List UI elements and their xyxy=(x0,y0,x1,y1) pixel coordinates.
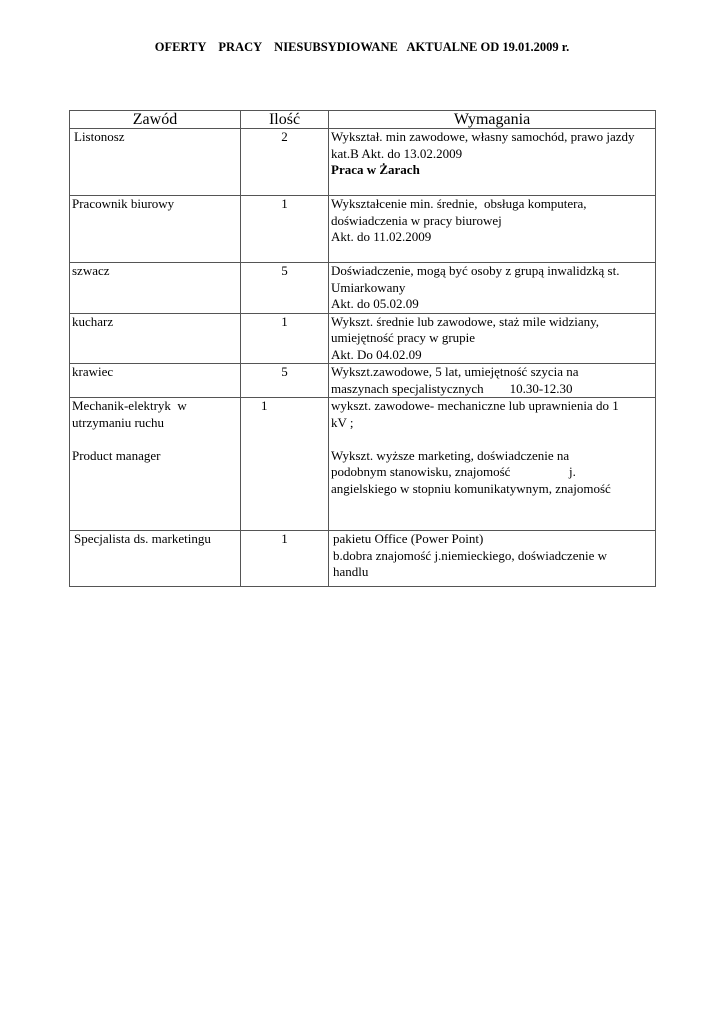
cell-wymagania: Wykszt.zawodowe, 5 lat, umiejętność szycia na maszynach specjalistycznych 10.30-12.30 xyxy=(329,364,656,398)
cell-zawod: kucharz xyxy=(70,313,241,364)
table-header-row xyxy=(70,111,656,129)
cell-zawod: Mechanik-elektryk w utrzymaniu ruchu Product manager xyxy=(70,398,241,531)
cell-ilosc: 2 xyxy=(241,129,329,196)
work-location: Praca w Żarach xyxy=(331,162,420,177)
table-row xyxy=(70,313,656,364)
cell-wymagania: Wykszt. średnie lub zawodowe, staż mile widziany, umiejętność pracy w grupie Akt. Do 04.02.09 xyxy=(329,313,656,364)
cell-zawod: Pracownik biurowy xyxy=(70,196,241,263)
cell-zawod: szwacz xyxy=(70,263,241,314)
cell-wymagania: Doświadczenie, mogą być osoby z grupą inwalidzką st. Umiarkowany Akt. do 05.02.09 xyxy=(329,263,656,314)
table-row xyxy=(70,531,656,587)
table-row xyxy=(70,196,656,263)
table-row xyxy=(70,129,656,196)
job-offers-table xyxy=(69,110,656,587)
cell-ilosc: 1 xyxy=(241,531,329,587)
cell-zawod: krawiec xyxy=(70,364,241,398)
cell-ilosc: 1 xyxy=(241,313,329,364)
cell-wymagania xyxy=(329,129,656,196)
table-row xyxy=(70,364,656,398)
cell-ilosc: 5 xyxy=(241,364,329,398)
table-row xyxy=(70,263,656,314)
cell-wymagania: Wykształcenie min. średnie, obsługa komputera, doświadczenia w pracy biurowej Akt. do 11.02.2009 xyxy=(329,196,656,263)
cell-ilosc: 1 xyxy=(241,398,329,531)
cell-wymagania: pakietu Office (Power Point) b.dobra znajomość j.niemieckiego, doświadczenie w handlu xyxy=(329,531,656,587)
cell-wymagania: wykszt. zawodowe- mechaniczne lub uprawnienia do 1 kV ; Wykszt. wyższe marketing, doświadczenie na podobnym stanowisku, znajomość j. angielskiego w stopniu komunikatywnym, znajomość xyxy=(329,398,656,531)
header-ilosc: Ilość xyxy=(241,111,329,129)
table-row xyxy=(70,398,656,531)
cell-ilosc: 5 xyxy=(241,263,329,314)
cell-ilosc: 1 xyxy=(241,196,329,263)
cell-zawod: Specjalista ds. marketingu xyxy=(70,531,241,587)
requirements-text: Wykształ. min zawodowe, własny samochód, prawo jazdy kat.B Akt. do 13.02.2009 xyxy=(331,129,635,161)
header-wymagania: Wymagania xyxy=(329,111,656,129)
page-title: OFERTY PRACY NIESUBSYDIOWANE AKTUALNE OD 19.01.2009 r. xyxy=(154,40,570,54)
cell-zawod: Listonosz xyxy=(70,129,241,196)
header-zawod: Zawód xyxy=(70,111,241,129)
